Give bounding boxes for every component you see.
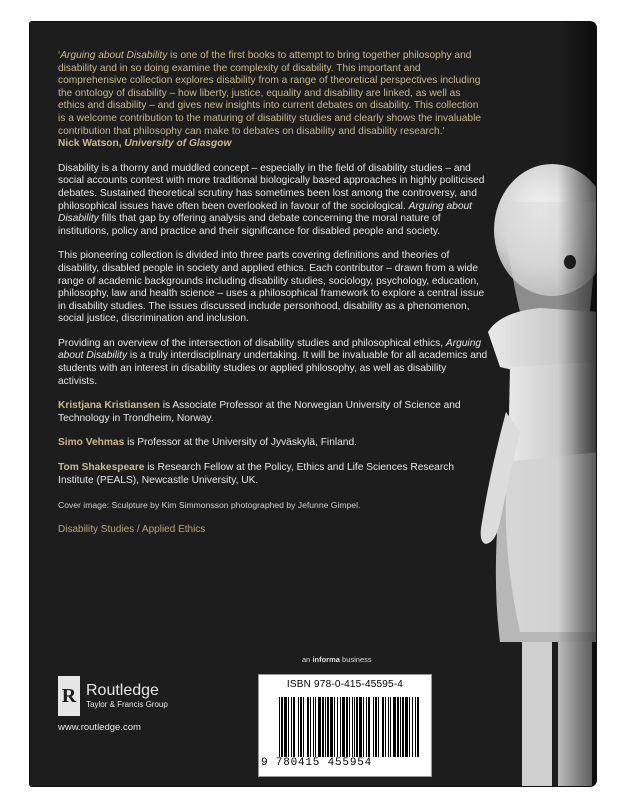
barcode-bar (298, 697, 299, 757)
editor-bio-text: is Associate Professor at the Norwegian University of Science and Technology in Trondheim, Norway. (58, 400, 461, 424)
quote-affiliation: University of Glasgow (121, 138, 232, 150)
barcode-bar (310, 697, 311, 757)
editor-name: Simo Vehmas (58, 437, 125, 449)
barcode-bar (352, 697, 353, 757)
barcode-bar (400, 697, 401, 757)
para4-text-a: Providing an overview of the intersection of disability studies and philosophical ethics, (58, 337, 446, 349)
quote-author: Nick Watson, (58, 138, 122, 150)
barcode-bar (373, 697, 374, 757)
description-paragraph-3 (58, 338, 488, 388)
quote-text: is one of the first books to attempt to bring together philosophy and disability and in so doing examine the complexity of disability. This important and comprehensive collection explores disability from a range of theoretical perspectives including the ontology of disability – how liberty, justice, equality and disability are linked, as well as ethics and disability – and gives new insights into current debates on disability. This collection is a welcome contribution to the maturing of disability studies and clearly shows the invaluable contribution that philosophy can make to debates on disability and disability research.' (58, 50, 482, 137)
informa-tagline (302, 655, 372, 664)
para2-title: Arguing about Disability (58, 200, 473, 225)
publisher-website: www.routledge.com (58, 722, 141, 733)
barcode-bar (366, 697, 367, 757)
barcode-bar (378, 697, 379, 757)
barcode-bar (375, 697, 377, 757)
informa-brand: informa (312, 655, 340, 664)
publisher-name: Routledge (86, 682, 159, 699)
publisher-text (86, 682, 168, 710)
spine-shadow (558, 22, 596, 786)
routledge-logo-icon: R (58, 676, 80, 716)
barcode-bar (349, 697, 350, 757)
barcode-bar (397, 697, 399, 757)
barcode-bar (412, 697, 413, 757)
description-paragraph-2: This pioneering collection is divided into three parts covering definitions and theories of disability, disabled people in society and applied ethics. Each contributor – drawn from a wide range of academic backgrounds including disability studies, sociology, psychology, education, philosophy, law and health science – uses a philosophical framework to explore a central issue in disability studies. The issues discussed include personhood, disability as a phenomenon, social justice, discrimination and inclusion. (58, 250, 485, 325)
editor-bio-text: is Research Fellow at the Policy, Ethics and Life Sciences Research Institute (PEALS), Newcastle University, UK. (58, 462, 454, 486)
barcode-bar (288, 697, 289, 757)
barcode-bar (417, 697, 419, 757)
barcode-bar (363, 697, 364, 757)
barcode-bar (356, 697, 358, 757)
barcode-bar (327, 697, 329, 757)
quote-book-title: Arguing about Disability (60, 50, 168, 61)
barcode-bar (318, 697, 321, 757)
barcode-bar (315, 697, 316, 757)
barcode-bar (291, 697, 292, 757)
editor-bio-3 (58, 462, 488, 487)
barcode-bar (354, 697, 355, 757)
editor-bio-1 (58, 400, 488, 425)
barcode-bar (346, 697, 348, 757)
isbn-barcode (258, 674, 432, 777)
cover-credit: Cover image: Sculpture by Kim Simmonsson photographed by Jefunne Gimpel. (58, 500, 361, 511)
barcode-bar (330, 697, 333, 757)
barcode-bar (281, 697, 283, 757)
editor-bio-text: is Professor at the University of Jyväskylä, Finland. (124, 437, 357, 449)
barcode-bar (382, 697, 384, 757)
editor-bio-2 (58, 437, 488, 450)
barcode-bar (409, 697, 410, 757)
quote-open: ‘ (58, 50, 61, 61)
subject-category: Disability Studies / Applied Ethics (58, 523, 206, 535)
isbn-label: ISBN 978-0-415-45595-4 (286, 679, 404, 690)
barcode-bar (300, 697, 302, 757)
para4-title: Arguing about Disability (58, 337, 482, 362)
para2-text-a: Disability is a thorny and muddled concept – especially in the field of disability studies – and social accounts contest with more traditional biologically based approaches in highly politicised debates. Sustained theoretical scrutiny has sometimes been lost among the controversy, and philosophical issues have often been overlooked in favour of the sociological. (58, 162, 485, 212)
editor-name: Kristjana Kristiansen (58, 400, 160, 412)
barcode-bar (303, 697, 304, 757)
barcode-number: 9 780415 455954 (261, 757, 373, 769)
barcode-bar (325, 697, 326, 757)
book-back-cover (30, 22, 596, 786)
informa-pre: an (302, 655, 313, 664)
back-cover-text (58, 50, 488, 548)
para2-text-b: fills that gap by offering analysis and debate concerning the moral nature of institutions, policy and practice and their significance for disabled people and society. (58, 213, 441, 237)
barcode-bars (279, 697, 419, 757)
barcode-bar (415, 697, 416, 757)
barcode-bar (293, 697, 295, 757)
barcode-bar (337, 697, 338, 757)
publisher-group: Taylor & Francis Group (86, 700, 168, 709)
barcode-bar (342, 697, 345, 757)
barcode-bar (385, 697, 386, 757)
barcode-bar (388, 697, 389, 757)
barcode-bar (390, 697, 391, 757)
editor-name: Tom Shakespeare (58, 462, 145, 474)
barcode-bar (284, 697, 287, 757)
publisher-logo (58, 676, 168, 716)
barcode-bar (334, 697, 335, 757)
barcode-bar (279, 697, 280, 757)
barcode-bar (368, 697, 370, 757)
barcode-bar (393, 697, 396, 757)
barcode-bar (340, 697, 341, 757)
barcode-bar (313, 697, 314, 757)
para4-text-b: is a truly interdisciplinary undertaking. It will be invaluable for all academics and students with an interest in disability studies or applied philosophy, as well as disability activists. (58, 350, 488, 387)
barcode-bar (359, 697, 362, 757)
barcode-bar (402, 697, 404, 757)
barcode-bar (307, 697, 309, 757)
barcode-bar (322, 697, 324, 757)
description-paragraph-1 (58, 163, 488, 239)
endorsement-quote (58, 50, 488, 151)
barcode-bar (405, 697, 408, 757)
informa-post: business (339, 655, 372, 664)
